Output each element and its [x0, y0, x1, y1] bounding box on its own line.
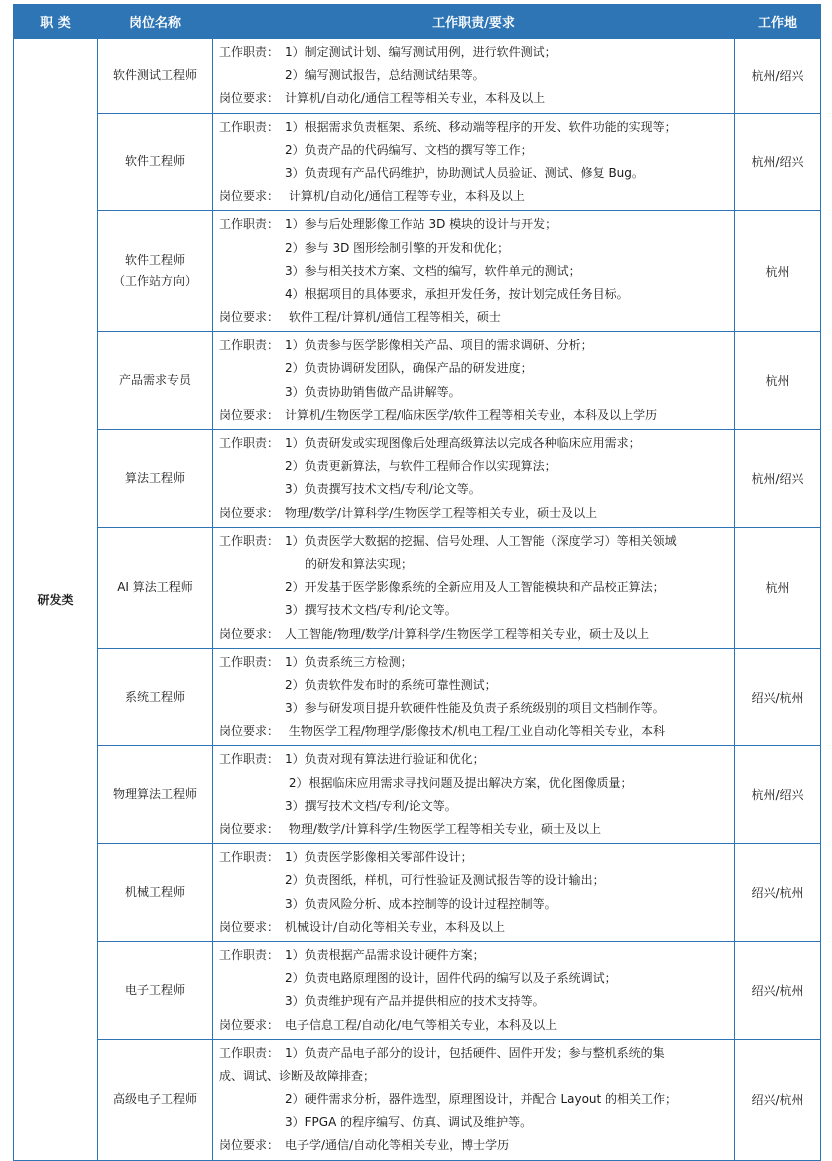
- duty-line: [219, 162, 734, 185]
- duty-line: [219, 260, 734, 283]
- position-name-line: 高级电子工程师: [112, 1092, 197, 1107]
- work-location: 杭州: [735, 527, 821, 648]
- duties-cell: [213, 211, 735, 332]
- table-row: [14, 746, 821, 844]
- duty-label: 工作职责：: [219, 45, 280, 59]
- work-location: 杭州/绍兴: [735, 746, 821, 844]
- table-row: [14, 941, 821, 1039]
- position-name-line: 物理算法工程师: [112, 787, 197, 802]
- requirement-text: 生物医学工程/物理学/影像技术/机电工程/工业自动化等相关专业，本科: [285, 724, 665, 739]
- duty-text: 2）硬件需求分析，器件选型，原理图设计，并配合 Layout 的相关工作；: [285, 1092, 678, 1107]
- position-name: [98, 39, 213, 114]
- duties-cell: [213, 844, 735, 942]
- category-cell: 研发类: [14, 39, 98, 1161]
- requirement-label: 岗位要求：: [219, 505, 280, 520]
- duty-line: [219, 697, 734, 720]
- work-location: 绍兴/杭州: [735, 1039, 821, 1160]
- duty-text: 2）负责协调研发团队，确保产品的研发进度；: [285, 361, 533, 376]
- duty-line: [219, 357, 734, 380]
- duty-line: [219, 139, 734, 162]
- duty-line: [219, 381, 734, 404]
- duty-text: 3）负责维护现有产品并提供相应的技术支持等。: [285, 994, 545, 1009]
- header-position: 岗位名称: [98, 5, 213, 39]
- duty-line: [219, 530, 734, 553]
- duty-line: [219, 283, 734, 306]
- duty-text: 1）负责对现有算法进行验证和优化；: [285, 752, 485, 767]
- requirement-label: 岗位要求：: [219, 407, 280, 422]
- duty-text: 1）负责医学大数据的挖掘、信号处理、人工智能（深度学习）等相关领域: [285, 533, 677, 548]
- duty-text: 1）负责研发或实现图像后处理高级算法以完成各种临床应用需求；: [285, 436, 641, 450]
- duty-label: 工作职责：: [219, 1045, 280, 1060]
- duty-line: [219, 41, 734, 64]
- position-name: [98, 527, 213, 648]
- duty-line: [219, 944, 734, 967]
- table-row: [14, 648, 821, 746]
- requirement-line: [219, 623, 734, 646]
- position-name-line: 软件测试工程师: [112, 68, 197, 83]
- header-location: 工作地: [735, 5, 821, 39]
- duty-text: 2）负责图纸，样机，可行性验证及测试报告等的设计输出；: [285, 873, 605, 888]
- position-name: [98, 746, 213, 844]
- duty-text: 1）负责医学影像相关零部件设计；: [285, 850, 473, 865]
- requirement-label: 岗位要求：: [219, 1138, 280, 1153]
- work-location: 杭州/绍兴: [735, 430, 821, 528]
- requirement-text: 机械设计/自动化等相关专业，本科及以上: [285, 919, 506, 934]
- duty-text: 1）负责产品电子部分的设计，包括硬件、固件开发；参与整机系统的集: [285, 1045, 665, 1060]
- duty-line: [219, 967, 734, 990]
- duty-text: 3）撰写技术文档/专利/论文等。: [285, 798, 457, 813]
- duty-label: 工作职责：: [219, 533, 280, 548]
- duty-label: 工作职责：: [219, 850, 280, 865]
- duty-text: 3）参与相关技术方案、文档的编写，软件单元的测试；: [285, 263, 581, 278]
- duty-text: 1）负责参与医学影像相关产品、项目的需求调研、分析；: [285, 338, 593, 353]
- table-row: [14, 430, 821, 528]
- duty-text: 3）负责协助销售做产品讲解等。: [285, 384, 461, 399]
- position-name-line: 软件工程师: [124, 253, 185, 268]
- table-header-row: [14, 5, 821, 39]
- position-name-line: 电子工程师: [124, 982, 185, 997]
- requirement-label: 岗位要求：: [219, 1017, 280, 1032]
- duty-text: 2）根据临床应用需求寻找问题及提出解决方案，优化图像质量；: [285, 775, 633, 790]
- position-name: [98, 941, 213, 1039]
- duty-line: [219, 893, 734, 916]
- duty-text: 3）FPGA 的程序编写、仿真、调试及维护等。: [285, 1115, 533, 1130]
- duties-cell: [213, 332, 735, 430]
- position-name: [98, 430, 213, 528]
- requirement-label: 岗位要求：: [219, 822, 280, 836]
- duty-line: [219, 334, 734, 357]
- position-name-line: 系统工程师: [124, 689, 185, 704]
- duty-line: [219, 553, 734, 576]
- requirement-text: 电子信息工程/自动化/电气等相关专业，本科及以上: [285, 1017, 558, 1032]
- duties-cell: [213, 430, 735, 528]
- position-name-line: AI 算法工程师: [117, 580, 193, 595]
- requirement-text: 计算机/自动化/通信工程等相关专业，本科及以上: [285, 91, 546, 106]
- requirement-text: 电子学/通信/自动化等相关专业，博士学历: [285, 1138, 510, 1153]
- requirement-line: [219, 818, 734, 841]
- duties-cell: [213, 527, 735, 648]
- duty-line: [219, 576, 734, 599]
- duty-label: 工作职责：: [219, 947, 280, 962]
- duty-line: [219, 651, 734, 674]
- work-location: 绍兴/杭州: [735, 648, 821, 746]
- requirement-line: [219, 916, 734, 939]
- table-row: [14, 1039, 821, 1160]
- requirement-text: 计算机/生物医学工程/临床医学/软件工程等相关专业，本科及以上学历: [285, 407, 658, 422]
- duty-label: 工作职责：: [219, 338, 280, 353]
- requirement-text: 物理/数学/计算科学/生物医学工程等相关专业，硕士及以上: [285, 822, 601, 836]
- requirement-line: [219, 1134, 734, 1157]
- duty-text: 2）负责电路原理图的设计，固件代码的编写以及子系统调试；: [285, 971, 617, 986]
- requirement-line: [219, 404, 734, 427]
- duties-cell: [213, 1039, 735, 1160]
- duty-text: 2）负责产品的代码编写、文档的撰写等工作；: [285, 142, 533, 157]
- table-row: [14, 39, 821, 114]
- duty-line: [219, 237, 734, 260]
- header-duties: 工作职责/要求: [213, 5, 735, 39]
- work-location: 杭州/绍兴: [735, 39, 821, 114]
- duty-label: 工作职责：: [219, 217, 280, 232]
- duty-text: 1）根据需求负责框架、系统、移动端等程序的开发、软件功能的实现等；: [285, 119, 677, 134]
- duty-line: [219, 1065, 734, 1088]
- duty-line: [219, 213, 734, 236]
- duty-text: 3）负责撰写技术文档/专利/论文等。: [285, 482, 481, 497]
- duty-text: 1）制定测试计划、编写测试用例，进行软件测试；: [285, 45, 557, 59]
- duty-label: 工作职责：: [219, 654, 280, 669]
- duty-line: [219, 748, 734, 771]
- requirement-label: 岗位要求：: [219, 724, 280, 739]
- position-name-line: 机械工程师: [124, 885, 185, 900]
- duty-text: 2）负责更新算法，与软件工程师合作以实现算法；: [285, 459, 557, 474]
- duties-cell: [213, 648, 735, 746]
- duty-text: 成、调试、诊断及故障排查；: [219, 1068, 376, 1083]
- duty-text: 2）负责软件发布时的系统可靠性测试；: [285, 677, 497, 692]
- position-name: [98, 211, 213, 332]
- requirement-text: 软件工程/计算机/通信工程等相关，硕士: [285, 310, 501, 325]
- duty-line: [219, 64, 734, 87]
- duty-label: 工作职责：: [219, 752, 280, 767]
- duty-line: [219, 990, 734, 1013]
- work-location: 杭州: [735, 211, 821, 332]
- duty-line: [219, 1111, 734, 1134]
- requirement-text: 人工智能/物理/数学/计算科学/生物医学工程等相关专业，硕士及以上: [285, 626, 650, 641]
- work-location: 绍兴/杭州: [735, 844, 821, 942]
- requirement-label: 岗位要求：: [219, 626, 280, 641]
- duty-text: 2）参与 3D 图形绘制引擎的开发和优化；: [285, 240, 510, 255]
- duty-line: [219, 432, 734, 455]
- duty-line: [219, 795, 734, 818]
- duty-line: [219, 455, 734, 478]
- duty-line: [219, 1088, 734, 1111]
- table-row: [14, 527, 821, 648]
- duties-cell: [213, 746, 735, 844]
- requirement-line: [219, 720, 734, 743]
- work-location: 杭州/绍兴: [735, 113, 821, 211]
- duty-text: 3）参与研发项目提升软硬件性能及负责子系统级别的项目文档制作等。: [285, 701, 665, 716]
- requirement-line: [219, 185, 734, 208]
- duty-text: 1）参与后处理影像工作站 3D 模块的设计与开发；: [285, 217, 558, 232]
- duties-cell: [213, 113, 735, 211]
- table-row: [14, 332, 821, 430]
- duty-line: [219, 116, 734, 139]
- position-name-line: 算法工程师: [124, 470, 185, 485]
- requirement-label: 岗位要求：: [219, 919, 280, 934]
- requirement-line: [219, 306, 734, 329]
- work-location: 绍兴/杭州: [735, 941, 821, 1039]
- duty-text: 2）开发基于医学影像系统的全新应用及人工智能模块和产品校正算法；: [285, 580, 665, 595]
- duty-text: 的研发和算法实现；: [305, 556, 414, 571]
- table-row: [14, 844, 821, 942]
- duty-label: 工作职责：: [219, 436, 280, 450]
- duty-line: [219, 772, 734, 795]
- position-name: [98, 113, 213, 211]
- table-row: [14, 211, 821, 332]
- duty-text: 3）负责现有产品代码维护，协助测试人员验证、测试、修复 Bug。: [285, 165, 644, 180]
- position-name-line: 产品需求专员: [118, 373, 191, 388]
- duties-cell: [213, 941, 735, 1039]
- duty-line: [219, 1042, 734, 1065]
- duty-line: [219, 478, 734, 501]
- duty-text: 3）撰写技术文档/专利/论文等。: [285, 603, 457, 618]
- requirement-text: 计算机/自动化/通信工程等专业，本科及以上: [285, 189, 525, 204]
- duty-text: 1）负责系统三方检测；: [285, 654, 413, 669]
- duty-line: [219, 846, 734, 869]
- work-location: 杭州: [735, 332, 821, 430]
- table-row: [14, 113, 821, 211]
- duty-line: [219, 869, 734, 892]
- duty-text: 3）负责风险分析、成本控制等的设计过程控制等。: [285, 896, 557, 911]
- duty-text: 4）根据项目的具体要求，承担开发任务，按计划完成任务目标。: [285, 286, 629, 301]
- duty-text: 1）负责根据产品需求设计硬件方案；: [285, 947, 485, 962]
- header-category: 职 类: [14, 5, 98, 39]
- recruitment-table: [13, 4, 821, 1161]
- position-name: [98, 648, 213, 746]
- requirement-label: 岗位要求：: [219, 310, 280, 325]
- position-name: [98, 1039, 213, 1160]
- requirement-line: [219, 1014, 734, 1037]
- position-name: [98, 332, 213, 430]
- duties-cell: [213, 39, 735, 114]
- duty-text: 2）编写测试报告，总结测试结果等。: [285, 68, 485, 83]
- requirement-line: [219, 87, 734, 110]
- position-name-line: 软件工程师: [124, 154, 185, 169]
- requirement-text: 物理/数学/计算科学/生物医学工程等相关专业，硕士及以上: [285, 505, 598, 520]
- requirement-label: 岗位要求：: [219, 189, 280, 204]
- position-name: [98, 844, 213, 942]
- duty-line: [219, 599, 734, 622]
- requirement-line: [219, 502, 734, 525]
- duty-label: 工作职责：: [219, 119, 280, 134]
- duty-line: [219, 674, 734, 697]
- position-name-line: （工作站方向）: [112, 274, 197, 289]
- requirement-label: 岗位要求：: [219, 91, 280, 106]
